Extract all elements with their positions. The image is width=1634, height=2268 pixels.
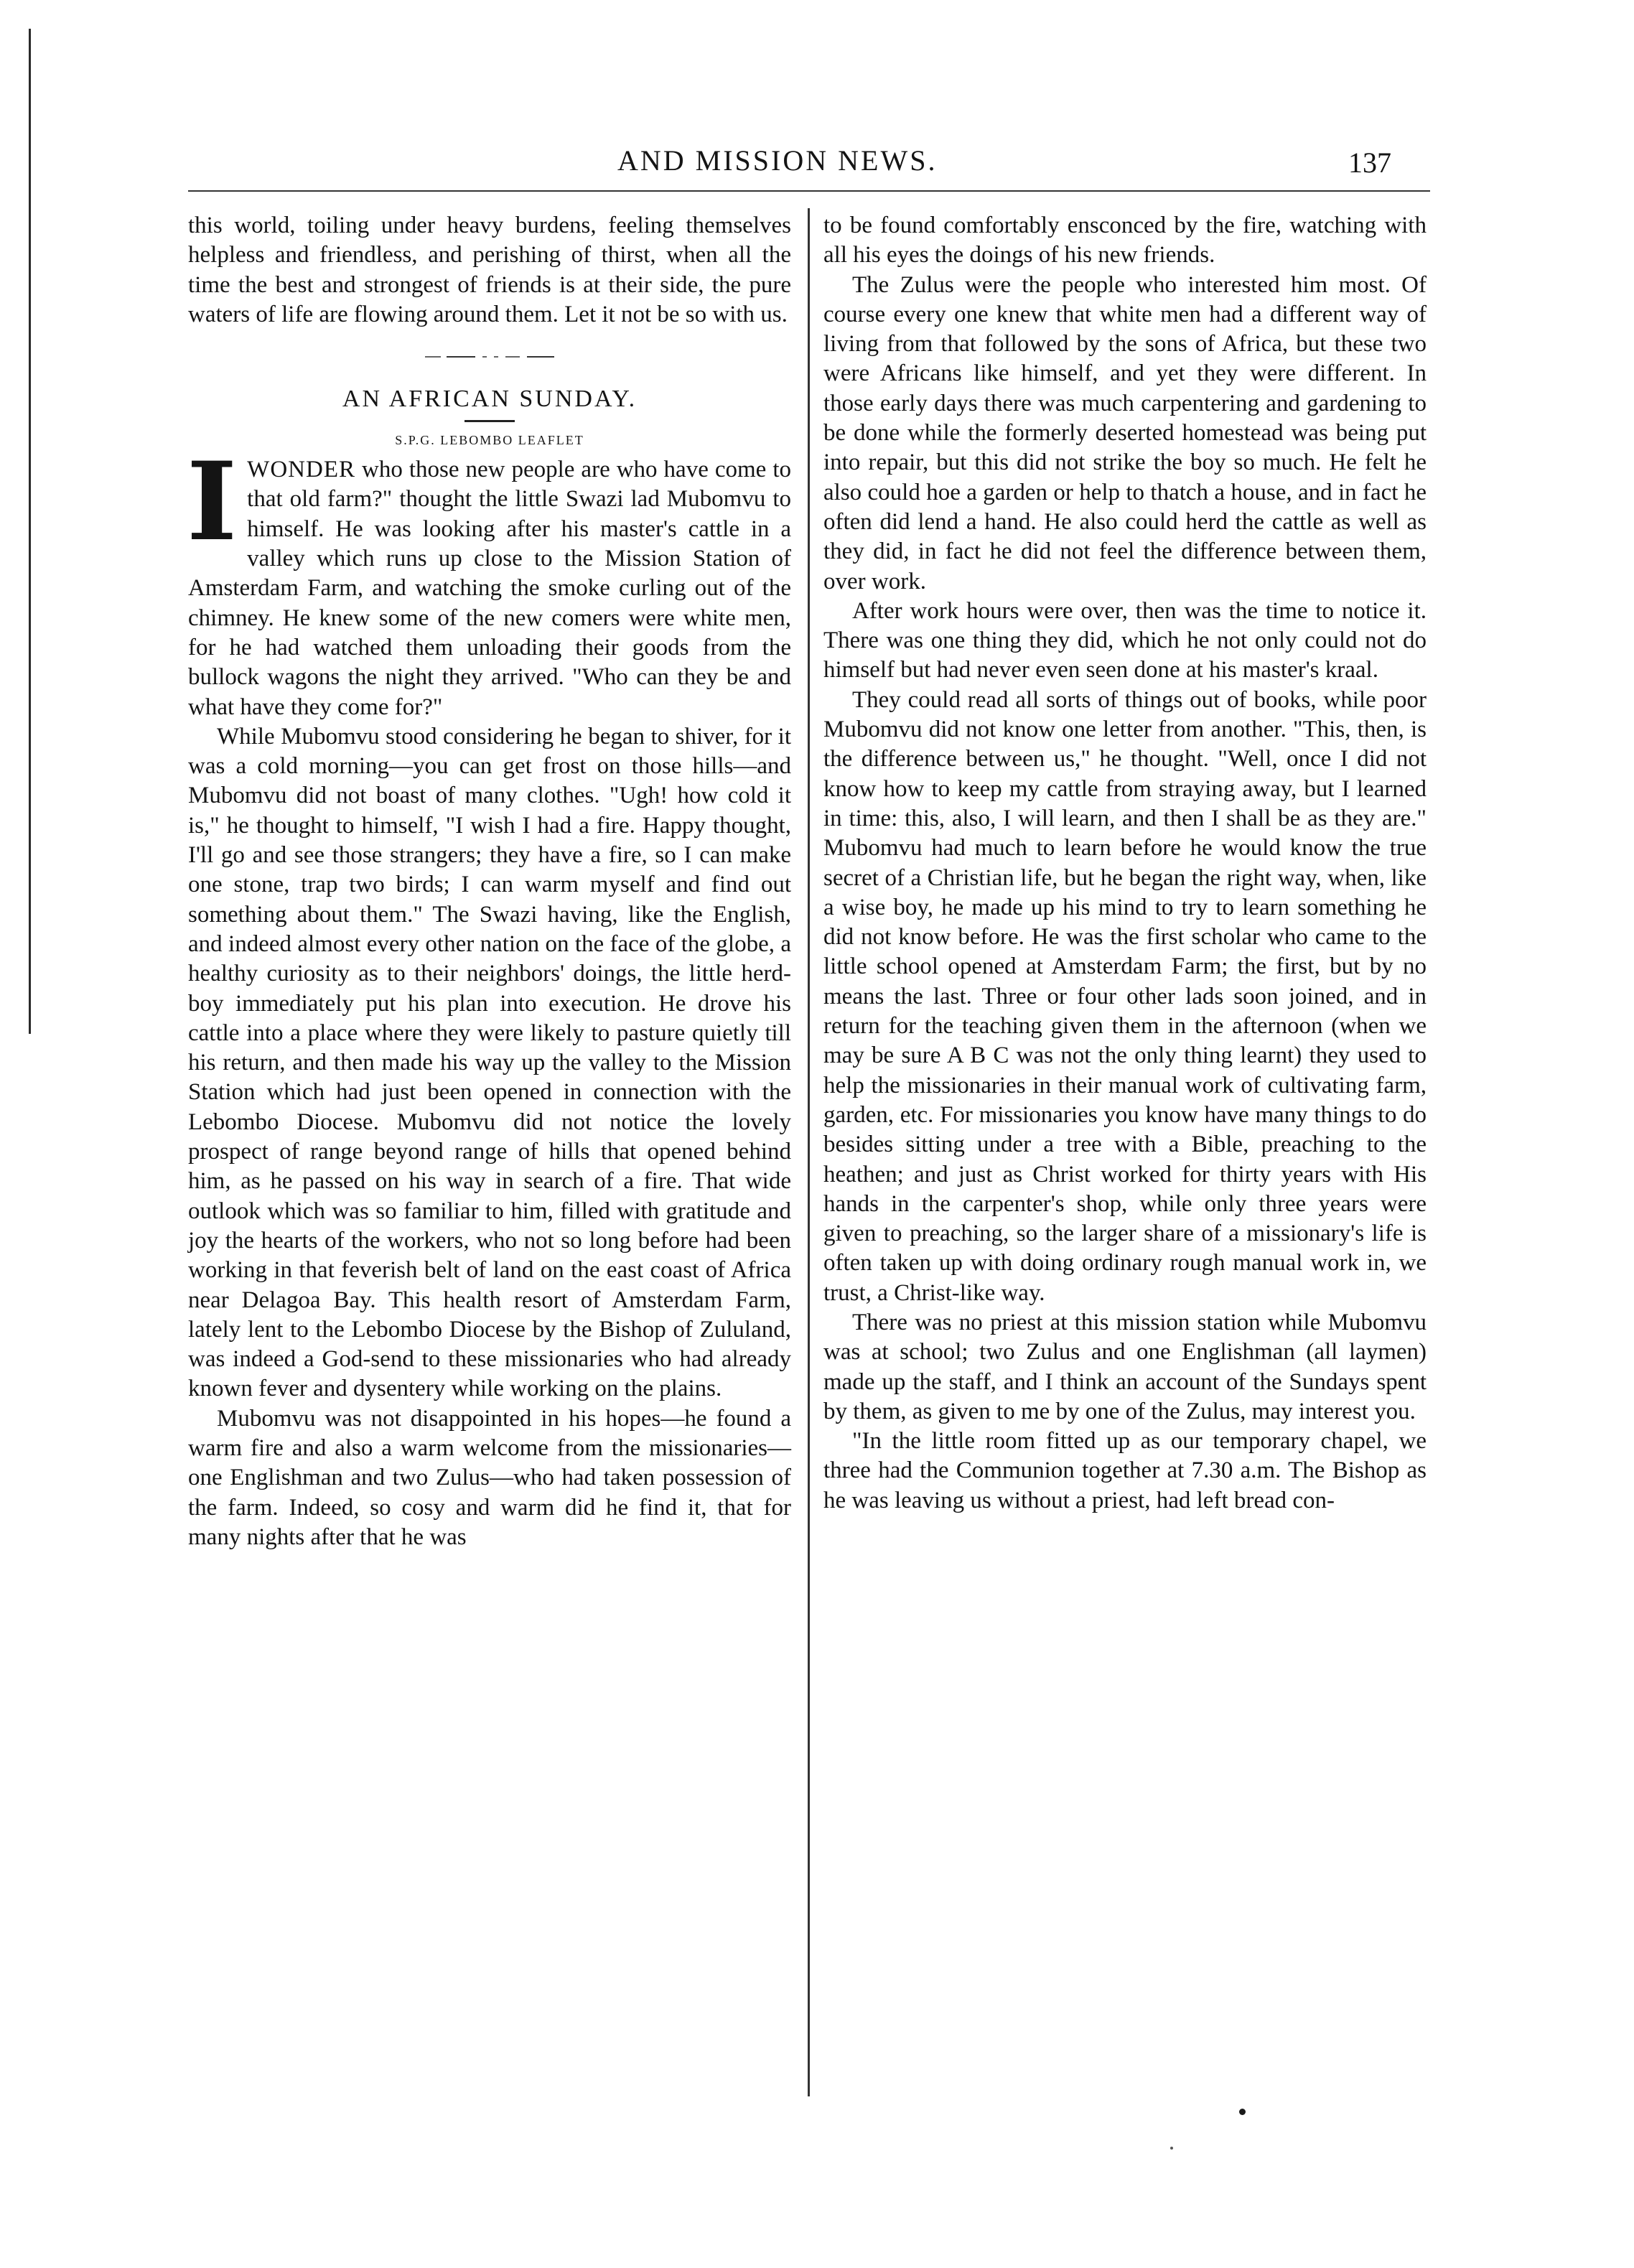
continuation-paragraph: to be found comfortably ensconced by the fire, watching with all his eyes the doings of his new friends. [823, 213, 1427, 269]
column-divider [808, 208, 810, 2096]
header-rule [188, 190, 1430, 192]
running-head: AND MISSION NEWS. [617, 144, 938, 177]
paragraph: While Mubomvu stood considering he began to shiver, for it was a cold morning—you can get frost on those hills—and Mubomvu did not boast of many clothes. "Ugh! how cold it is," he thought to himself, "I wish I had a fire. Happy thought, I'll go and see those strangers; they have a fire, so I can make one stone, trap two birds; I can warm myself and find out something about them." The Swazi having, like the English, and indeed almost every other nation on the face of the globe, a healthy curiosity as to their neighbors' doings, the little herd-boy immediately put his plan into execution. He drove his cattle into a place where they were likely to pasture quietly till his return, and then made his way up the valley to the Mission Station which had just been opened in connection with the Lebombo Diocese. Mubomvu did not notice the lovely prospect of range beyond range of hills that opened behind him, as he passed on his way in search of a fire. That wide outlook which was so familiar to him, filled with gratitude and joy the hearts of the workers, who not so long before had been working in that feverish belt of land on the east coast of Africa near Delagoa Bay. This health resort of Amsterdam Farm, lately lent to the Lebombo Diocese by the Bishop of Zululand, was indeed a God-send to these missionaries who had already known fever and dysentery while working on the plains. [188, 723, 791, 1402]
paragraph: The Zulus were the people who interested him most. Of course every one knew that white men had a different way of living from that followed by the sons of Africa, but these two were Africans like himself, and yet they were different. In those early days there was much carpentering and gardening to be done while the formerly deserted homestead was being put into repair, but this did not strike the boy so much. He felt he also could hoe a garden or help to thatch a house, and in fact he often did lend a hand. He also could herd the cattle as well as they did, in fact he did not feel the difference between them, over work. [823, 271, 1427, 594]
paragraph: "In the little room fitted up as our temporary chapel, we three had the Communion together at 7.30 a.m. The Bishop as he was leaving us without a priest, had left bread con- [823, 1428, 1427, 1513]
continuation-paragraph: this world, toiling under heavy burdens, feeling themselves helpless and friendless, and perishing of thirst, when all the time the best and strongest of friends is at their side, the pure waters of life are flowing around them. Let it not be so with us. [188, 213, 791, 327]
ink-speck [1239, 2109, 1246, 2115]
page-number: 137 [1348, 146, 1391, 179]
opening-words: WONDER [247, 457, 355, 483]
dash-ornament-icon [425, 355, 554, 359]
article-title: AN AFRICAN SUNDAY. [342, 386, 638, 413]
paragraph: After work hours were over, then was the time to notice it. There was one thing they did, which he not only could not do himself but had never even seen done at his master's kraal. [823, 597, 1427, 683]
paragraph: Mubomvu was not disappointed in his hopes—he found a warm fire and also a warm welcome from the missionaries—one Englishman and two Zulus—who had taken possession of the farm. Indeed, so cosy and warm did he find it, that for many nights after that he was [188, 1405, 791, 1550]
paragraph: There was no priest at this mission station while Mubomvu was at school; two Zulus and one Englishman (all laymen) made up the staff, and I think an account of the Sundays spent by them, as given to me by one of the Zulus, may interest you. [823, 1309, 1427, 1424]
article-source: S.P.G. LEBOMBO LEAFLET [395, 433, 584, 448]
left-column [188, 211, 791, 1552]
right-column [823, 211, 1427, 1516]
binding-edge-line [29, 29, 31, 1034]
ink-speck [1170, 2147, 1173, 2150]
section-ornament [188, 335, 791, 378]
paragraph: They could read all sorts of things out of books, while poor Mubomvu did not know one letter from another. "This, then, is the difference between us," he thought. "Well, once I did not know how to keep my cattle from straying away, but I learned in time: this, also, I will learn, and then I shall be as they are." Mubomvu had much to learn before he would know the true secret of a Christian life, but he began the right way, when, like a wise boy, he made up his mind to try to learn something he did not know before. He was the first scholar who came to the little school opened at Amsterdam Farm; the first, but by no means the last. Three or four other lads soon joined, and in return for the teaching given them in the afternoon (when we may be sure A B C was not the only thing learnt) they used to help the missionaries in their manual work of cultivating farm, garden, etc. For missionaries you know have many things to do besides sitting under a tree with a Bible, preaching to the heathen; and just as Christ worked for thirty years with His hands in the carpenter's shop, while only three years were given to preaching, so the larger share of a missionary's life is often taken up with doing ordinary rough manual work in, we trust, a Christ-like way. [823, 686, 1427, 1306]
opening-text: who those new people are who have come to that old farm?" thought the little Swazi lad Mubomvu to himself. He was looking after his master's cattle in a valley which runs up close to the Mission Station of Amsterdam Farm, and watching the smoke curling out of the chimney. He knew some of the new comers were white men, for he had watched them unloading their goods from the bullock wagons the night they arrived. "Who can they be and what have they come for?" [188, 457, 791, 720]
drop-cap: I [187, 439, 238, 566]
title-rule [464, 420, 515, 422]
